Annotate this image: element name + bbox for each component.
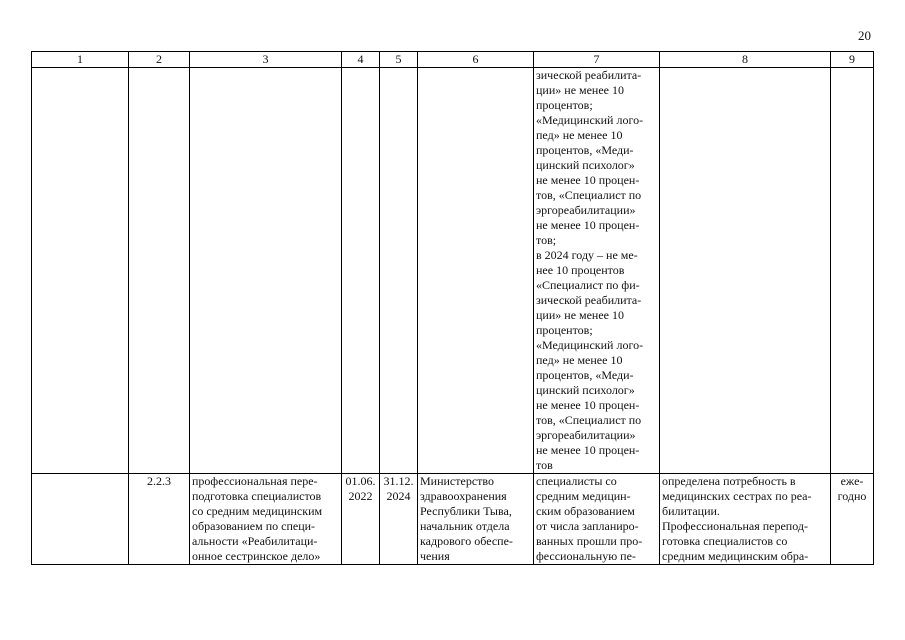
text-line: 01.06.: [345, 474, 376, 488]
header-cell-9: 9: [831, 52, 874, 68]
row1-indicator-text: [536, 68, 657, 473]
text-line: зической реабилита-: [536, 68, 642, 82]
text-line: 31.12.: [383, 474, 414, 488]
header-row: [32, 52, 874, 68]
text-line: процентов, «Меди-: [536, 368, 634, 382]
text-line: билитации.: [662, 504, 720, 518]
row2-responsible: [418, 474, 534, 565]
text-line: от числа запланиро-: [536, 519, 639, 533]
text-line: со средним медицинским: [192, 504, 323, 518]
text-line: образованием по специ-: [192, 519, 316, 533]
table-row: [32, 474, 874, 565]
text-line: нее 10 процентов: [536, 263, 625, 277]
text-line: ции» не менее 10: [536, 308, 625, 322]
text-line: пед» не менее 10: [536, 128, 623, 142]
text-line: годно: [837, 489, 867, 503]
text-line: профессиональная пере-: [192, 474, 318, 488]
text-line: кадрового обеспе-: [420, 534, 513, 548]
row2-frequency-text: [833, 474, 871, 504]
text-line: Министерство: [420, 474, 494, 488]
row2-item-number: 2.2.3: [129, 474, 190, 565]
text-line: Профессиональная перепод-: [662, 519, 808, 533]
text-line: фессиональную пе-: [536, 549, 636, 563]
text-line: чения: [420, 549, 450, 563]
header-cell-8: 8: [660, 52, 831, 68]
header-cell-6: 6: [418, 52, 534, 68]
text-line: тов, «Специалист по: [536, 188, 642, 202]
text-line: не менее 10 процен-: [536, 443, 640, 457]
text-line: готовка специалистов со: [662, 534, 788, 548]
text-line: не менее 10 процен-: [536, 398, 640, 412]
text-line: не менее 10 процен-: [536, 173, 640, 187]
text-line: пед» не менее 10: [536, 353, 623, 367]
row1-cell-5: [380, 68, 418, 474]
text-line: 2022: [348, 489, 373, 503]
header-cell-7: 7: [534, 52, 660, 68]
text-line: процентов;: [536, 323, 593, 337]
text-line: Республики Тыва,: [420, 504, 512, 518]
row2-indicator-text: [536, 474, 657, 564]
text-line: средним медицин-: [536, 489, 631, 503]
text-line: ции» не менее 10: [536, 83, 625, 97]
row1-cell-6: [418, 68, 534, 474]
header-cell-5: 5: [380, 52, 418, 68]
text-line: тов;: [536, 233, 557, 247]
row1-cell-9: [831, 68, 874, 474]
header-cell-1: 1: [32, 52, 129, 68]
row2-activity: [190, 474, 342, 565]
text-line: ским образованием: [536, 504, 635, 518]
text-line: в 2024 году – не ме-: [536, 248, 638, 262]
page-number: 20: [858, 28, 871, 43]
plan-table: [31, 51, 874, 565]
row2-activity-text: [192, 474, 339, 564]
text-line: медицинских сестрах по реа-: [662, 489, 812, 503]
row1-cell-3: [190, 68, 342, 474]
row2-result-text: [662, 474, 828, 564]
text-line: средним медицинским обра-: [662, 549, 809, 563]
text-line: определена потребность в: [662, 474, 796, 488]
text-line: тов, «Специалист по: [536, 413, 642, 427]
text-line: ванных прошли про-: [536, 534, 643, 548]
row2-frequency: [831, 474, 874, 565]
row1-cell-4: [342, 68, 380, 474]
row1-cell-7: [534, 68, 660, 474]
row2-start-date-text: [344, 474, 377, 504]
row2-cell-1: [32, 474, 129, 565]
text-line: цинский психолог»: [536, 158, 635, 172]
text-line: цинский психолог»: [536, 383, 635, 397]
text-line: процентов, «Меди-: [536, 143, 634, 157]
row2-result: [660, 474, 831, 565]
row1-cell-8: [660, 68, 831, 474]
text-line: подготовка специалистов: [192, 489, 322, 503]
text-line: начальник отдела: [420, 519, 510, 533]
text-line: тов: [536, 458, 553, 472]
text-line: 2024: [386, 489, 411, 503]
text-line: зической реабилита-: [536, 293, 642, 307]
row2-end-date-text: [382, 474, 415, 504]
text-line: еже-: [840, 474, 864, 488]
row1-cell-1: [32, 68, 129, 474]
row2-indicator: [534, 474, 660, 565]
row1-cell-2: [129, 68, 190, 474]
table-row: [32, 68, 874, 474]
text-line: онное сестринское дело»: [192, 549, 321, 563]
header-cell-2: 2: [129, 52, 190, 68]
text-line: эргореабилитации»: [536, 428, 636, 442]
row2-start-date: [342, 474, 380, 565]
text-line: здравоохранения: [420, 489, 507, 503]
text-line: «Медицинский лого-: [536, 338, 644, 352]
header-cell-3: 3: [190, 52, 342, 68]
row2-end-date: [380, 474, 418, 565]
text-line: «Специалист по фи-: [536, 278, 640, 292]
text-line: «Медицинский лого-: [536, 113, 644, 127]
text-line: эргореабилитации»: [536, 203, 636, 217]
text-line: специалисты со: [536, 474, 617, 488]
text-line: альности «Реабилитаци-: [192, 534, 318, 548]
text-line: процентов;: [536, 98, 593, 112]
header-cell-4: 4: [342, 52, 380, 68]
row2-responsible-text: [420, 474, 531, 564]
text-line: не менее 10 процен-: [536, 218, 640, 232]
